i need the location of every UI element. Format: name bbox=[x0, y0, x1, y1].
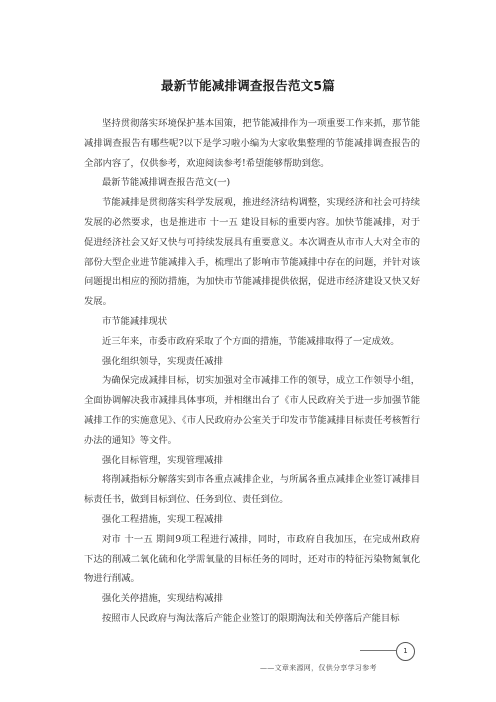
paragraph: 为确保完成减排目标，切实加强对全市减排工作的领导，成立工作领导小组，全面协调解决我市减排具体事项，并相继出台了《市人民政府关于进一步加强节能减排工作的实施意见》、《市人民政府办公室关于印发市节能减排目标责任考核暂行办法的通知》等文件。 bbox=[84, 375, 420, 446]
paragraph: 按照市人民政府与淘汰落后产能企业签订的限期淘汰和关停落后产能目标 bbox=[102, 612, 400, 624]
section-heading: 强化目标管理，实现管理减排 bbox=[102, 454, 223, 466]
section-heading: 最新节能减排调查报告范文(一) bbox=[102, 177, 231, 189]
footer-source-note: ——文章来源网，仅供分享学习参考 bbox=[260, 664, 377, 672]
paragraph: 将削减指标分解落实到市各重点减排企业，与所属各重点减排企业签订减排目标责任书，做到目标到位、任务到位、责任到位。 bbox=[84, 474, 420, 506]
page-number-rule bbox=[360, 650, 396, 651]
document-body bbox=[84, 114, 420, 629]
section-heading: 强化关停措施，实现结构减排 bbox=[102, 593, 223, 605]
page-number-badge: 1 bbox=[396, 642, 415, 661]
document-title: 最新节能减排调查报告范文5篇 bbox=[161, 78, 335, 93]
section-heading: 市节能减排现状 bbox=[102, 315, 168, 327]
paragraph-intro: 坚持贯彻落实环境保护基本国策，把节能减排作为一项重要工作来抓，那节能减排调查报告有哪些呢?以下是学习啦小编为大家收集整理的节能减排调查报告的全部内容了，仅供参考，欢迎阅读参考!希望能够帮助到您。 bbox=[84, 118, 420, 169]
section-heading: 强化工程措施，实现工程减排 bbox=[102, 513, 223, 525]
paragraph: 对市 十一五 期间9项工程进行减排，同时，市政府自我加压，在完成州政府下达的削减二氧化硫和化学需氧量的目标任务的同时，还对市的特征污染物氮氧化物进行削减。 bbox=[84, 533, 420, 585]
paragraph: 近三年来，市委市政府采取了个方面的措施，节能减排取得了一定成效。 bbox=[102, 335, 400, 347]
section-heading: 强化组织领导，实现责任减排 bbox=[102, 355, 223, 367]
paragraph: 节能减排是贯彻落实科学发展观，推进经济结构调整，实现经济和社会可持续发展的必然要求，也是推进市 十一五 建设目标的重要内容。加快节能减排，对于促进经济社会又好又快与可持续发展具有重要意义。本次调查从市市人大对全市的部份大型企业进节能减排入手，梳理出了影响市节能减排中存在的问题，并针对该问题提出相应的预防措施，为加快市节能减排提供依据，促进市经济建设又快又好发展。 bbox=[84, 197, 420, 308]
